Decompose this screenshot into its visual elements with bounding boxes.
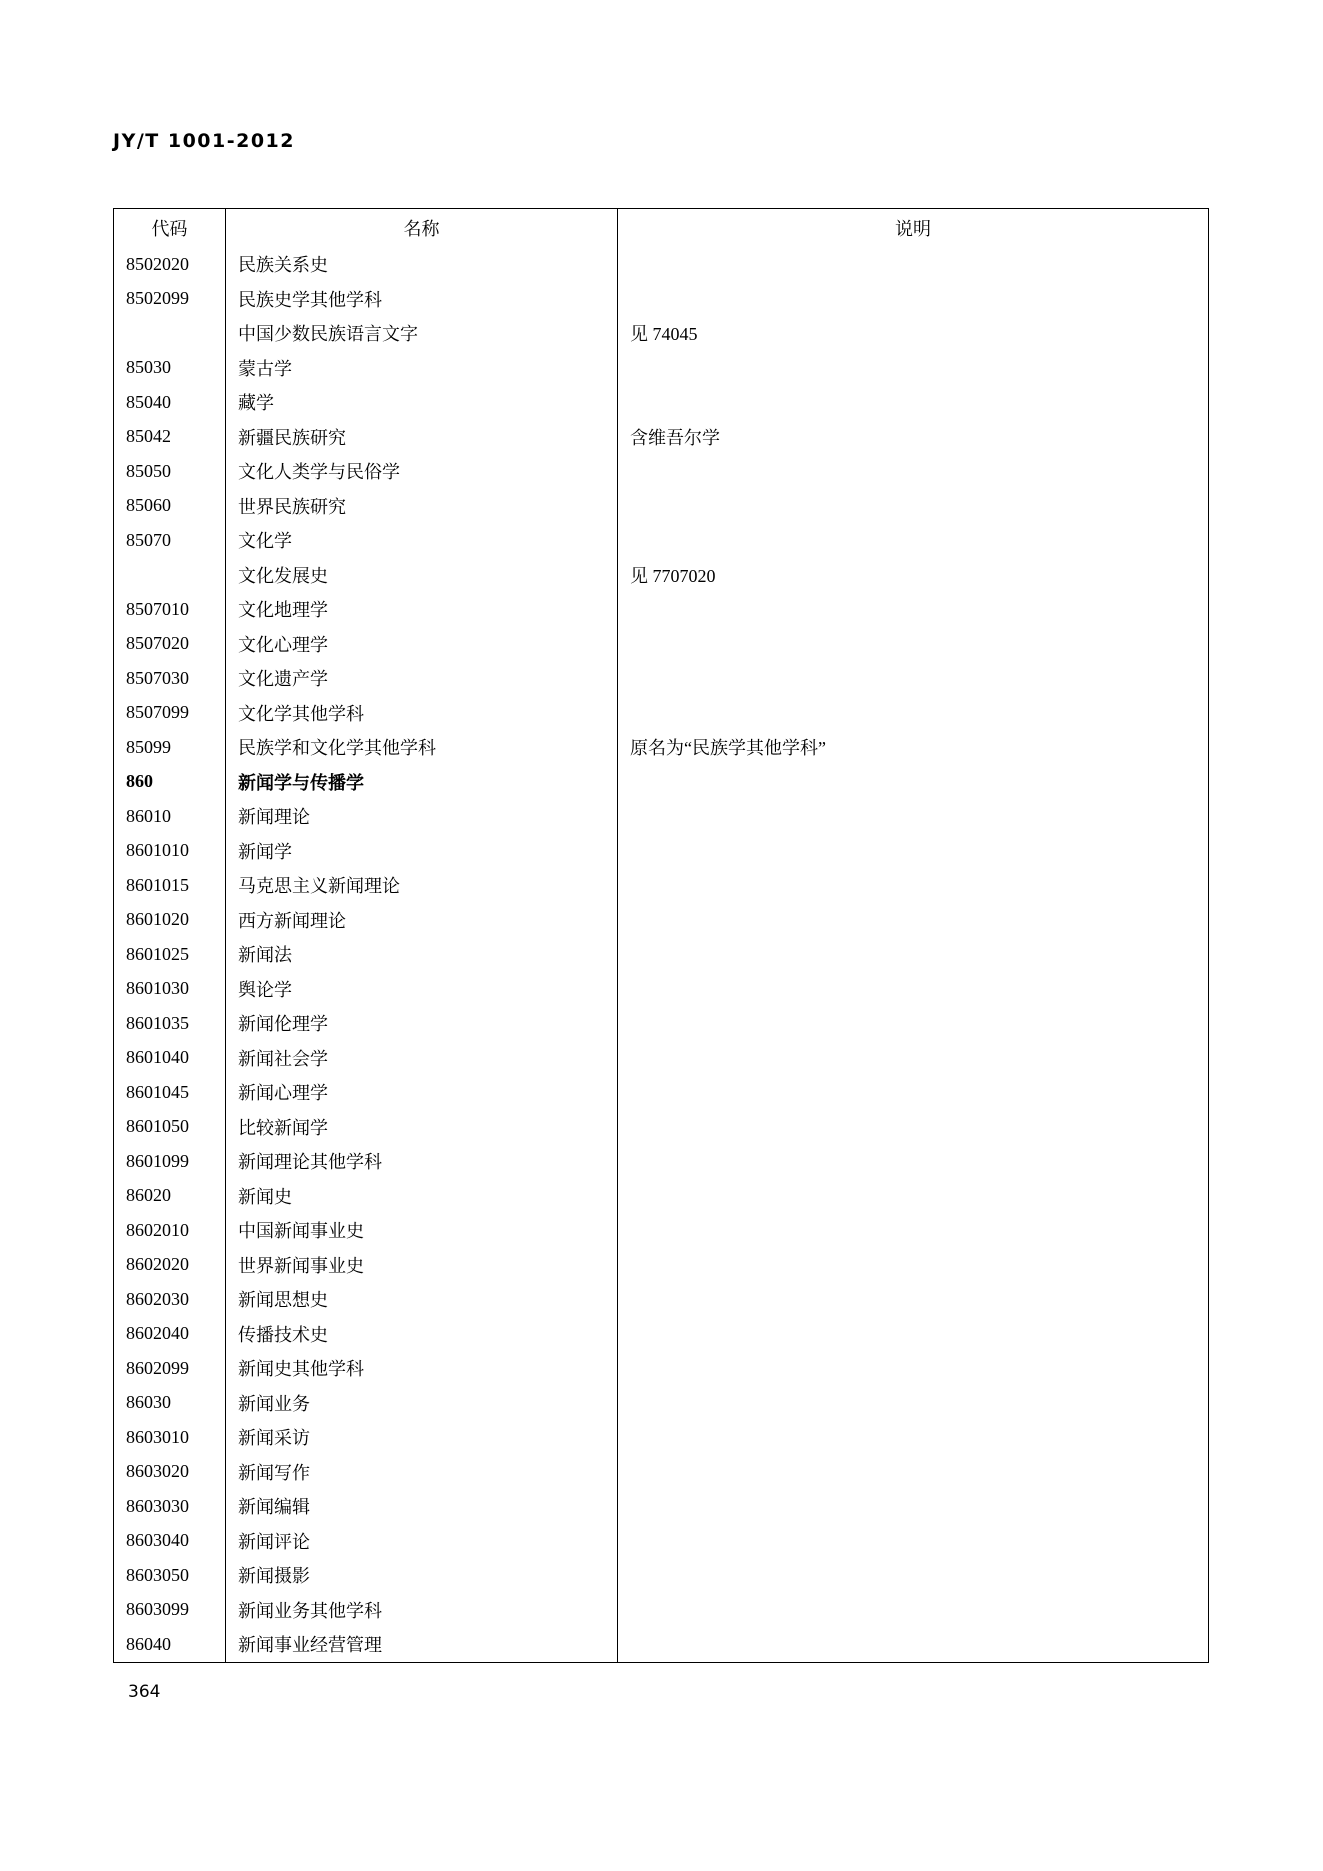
cell-description (618, 1006, 1209, 1041)
table-row (114, 868, 1209, 903)
cell-description (618, 385, 1209, 420)
cell-description (618, 1524, 1209, 1559)
table-row (114, 834, 1209, 869)
cell-name: 文化地理学 (226, 592, 618, 627)
cell-code: 8601015 (114, 868, 226, 903)
table-row (114, 937, 1209, 972)
cell-description (618, 799, 1209, 834)
table-row (114, 351, 1209, 386)
cell-description (618, 1420, 1209, 1455)
cell-name: 新闻采访 (226, 1420, 618, 1455)
cell-name: 新疆民族研究 (226, 420, 618, 455)
cell-name: 新闻业务其他学科 (226, 1593, 618, 1628)
cell-code: 8601035 (114, 1006, 226, 1041)
table-row (114, 385, 1209, 420)
cell-description (618, 661, 1209, 696)
cell-code: 8502099 (114, 282, 226, 317)
cell-code: 8601020 (114, 903, 226, 938)
cell-code: 8601045 (114, 1075, 226, 1110)
cell-description (618, 1317, 1209, 1352)
cell-name: 新闻理论 (226, 799, 618, 834)
cell-description: 原名为“民族学其他学科” (630, 738, 826, 759)
cell-code: 8602040 (114, 1317, 226, 1352)
table-row (114, 489, 1209, 524)
classification-table-container (113, 208, 1208, 1663)
cell-description (618, 1351, 1209, 1386)
table-row (114, 1351, 1209, 1386)
cell-code: 8507099 (114, 696, 226, 731)
cell-code: 8602020 (114, 1248, 226, 1283)
table-row (114, 1179, 1209, 1214)
cell-description (618, 868, 1209, 903)
cell-name: 新闻社会学 (226, 1041, 618, 1076)
table-row (114, 247, 1209, 282)
cell-description (618, 1282, 1209, 1317)
cell-name: 新闻编辑 (226, 1489, 618, 1524)
cell-code: 85030 (114, 351, 226, 386)
cell-name: 西方新闻理论 (226, 903, 618, 938)
cell-description (618, 1386, 1209, 1421)
table-row (114, 558, 1209, 593)
cell-name: 世界民族研究 (226, 489, 618, 524)
cell-name: 新闻摄影 (226, 1558, 618, 1593)
table-row (114, 1386, 1209, 1421)
cell-description (618, 1248, 1209, 1283)
cell-code: 85042 (114, 420, 226, 455)
cell-code: 8502020 (114, 247, 226, 282)
table-row (114, 1213, 1209, 1248)
cell-name: 新闻伦理学 (226, 1006, 618, 1041)
cell-description (618, 834, 1209, 869)
cell-description: 含维吾尔学 (630, 427, 720, 448)
cell-description (618, 1558, 1209, 1593)
cell-name: 文化遗产学 (226, 661, 618, 696)
table-row (114, 799, 1209, 834)
table-row (114, 1041, 1209, 1076)
table-row (114, 1627, 1209, 1662)
table-row (114, 765, 1209, 800)
cell-description (618, 937, 1209, 972)
cell-description (618, 523, 1209, 558)
cell-description (618, 1213, 1209, 1248)
cell-code: 86020 (114, 1179, 226, 1214)
cell-name: 新闻事业经营管理 (226, 1627, 618, 1662)
cell-name: 藏学 (226, 385, 618, 420)
table-row (114, 972, 1209, 1007)
cell-name: 新闻理论其他学科 (226, 1144, 618, 1179)
cell-description (618, 282, 1209, 317)
cell-description (618, 1179, 1209, 1214)
cell-name: 文化学 (226, 523, 618, 558)
table-row (114, 696, 1209, 731)
table-row (114, 627, 1209, 662)
cell-code: 8507010 (114, 592, 226, 627)
cell-description (618, 765, 1209, 800)
cell-name: 新闻法 (226, 937, 618, 972)
cell-code: 8507030 (114, 661, 226, 696)
cell-code: 8601050 (114, 1110, 226, 1145)
cell-description (618, 1489, 1209, 1524)
table-header-row (114, 209, 1209, 248)
cell-name: 文化心理学 (226, 627, 618, 662)
cell-name: 新闻业务 (226, 1386, 618, 1421)
cell-code: 8603030 (114, 1489, 226, 1524)
cell-description (618, 1075, 1209, 1110)
table-row (114, 1282, 1209, 1317)
table-row (114, 1317, 1209, 1352)
cell-description (618, 1455, 1209, 1490)
cell-name: 新闻写作 (226, 1455, 618, 1490)
cell-description (618, 696, 1209, 731)
cell-description (618, 489, 1209, 524)
cell-code: 8603050 (114, 1558, 226, 1593)
cell-description (618, 1627, 1209, 1662)
cell-code (114, 558, 226, 593)
cell-description (618, 903, 1209, 938)
cell-name: 文化学其他学科 (226, 696, 618, 731)
cell-name: 中国新闻事业史 (226, 1213, 618, 1248)
cell-name: 文化发展史 (226, 558, 618, 593)
cell-code: 8601030 (114, 972, 226, 1007)
cell-code: 85060 (114, 489, 226, 524)
cell-description (618, 972, 1209, 1007)
cell-description (618, 1593, 1209, 1628)
table-row (114, 730, 1209, 765)
table-row (114, 1455, 1209, 1490)
cell-name: 传播技术史 (226, 1317, 618, 1352)
cell-description (618, 1110, 1209, 1145)
column-header-description: 说明 (895, 219, 931, 239)
table-row (114, 1558, 1209, 1593)
cell-description (618, 247, 1209, 282)
cell-name: 新闻心理学 (226, 1075, 618, 1110)
table-row (114, 661, 1209, 696)
cell-name: 舆论学 (226, 972, 618, 1007)
table-row (114, 1248, 1209, 1283)
cell-name: 民族学和文化学其他学科 (226, 730, 618, 765)
table-row (114, 523, 1209, 558)
cell-description (618, 351, 1209, 386)
cell-name: 新闻思想史 (226, 1282, 618, 1317)
cell-name: 新闻学与传播学 (226, 765, 618, 800)
table-row (114, 454, 1209, 489)
cell-code: 8603020 (114, 1455, 226, 1490)
cell-description (618, 592, 1209, 627)
cell-code: 8602099 (114, 1351, 226, 1386)
cell-code: 8601040 (114, 1041, 226, 1076)
table-row (114, 1075, 1209, 1110)
cell-code: 8602010 (114, 1213, 226, 1248)
cell-code: 86040 (114, 1627, 226, 1662)
table-row (114, 1489, 1209, 1524)
cell-name: 新闻史其他学科 (226, 1351, 618, 1386)
cell-name: 新闻学 (226, 834, 618, 869)
column-header-code: 代码 (114, 209, 226, 248)
table-row (114, 316, 1209, 351)
cell-name: 蒙古学 (226, 351, 618, 386)
table-row (114, 1524, 1209, 1559)
cell-name: 世界新闻事业史 (226, 1248, 618, 1283)
cell-code: 8601025 (114, 937, 226, 972)
table-row (114, 1006, 1209, 1041)
page-header: JY/T 1001-2012 (113, 130, 295, 152)
table-row (114, 903, 1209, 938)
cell-name: 民族关系史 (226, 247, 618, 282)
cell-name: 民族史学其他学科 (226, 282, 618, 317)
column-header-name: 名称 (226, 209, 618, 248)
cell-code: 860 (114, 765, 226, 800)
table-row (114, 282, 1209, 317)
page-number: 364 (128, 1682, 161, 1702)
cell-description (618, 1144, 1209, 1179)
cell-code: 86030 (114, 1386, 226, 1421)
classification-table (113, 208, 1209, 1663)
table-header (114, 209, 1209, 248)
table-row (114, 1420, 1209, 1455)
table-row (114, 1593, 1209, 1628)
cell-description (618, 627, 1209, 662)
cell-code: 85070 (114, 523, 226, 558)
table-body (114, 247, 1209, 1662)
cell-code: 8602030 (114, 1282, 226, 1317)
cell-description: 见 7707020 (630, 565, 716, 586)
table-row (114, 1110, 1209, 1145)
cell-name: 文化人类学与民俗学 (226, 454, 618, 489)
cell-name: 中国少数民族语言文字 (226, 316, 618, 351)
cell-code: 8603040 (114, 1524, 226, 1559)
cell-name: 新闻史 (226, 1179, 618, 1214)
cell-description (618, 454, 1209, 489)
cell-code: 86010 (114, 799, 226, 834)
cell-code: 8507020 (114, 627, 226, 662)
cell-code: 85040 (114, 385, 226, 420)
cell-code: 8603099 (114, 1593, 226, 1628)
cell-code: 8601010 (114, 834, 226, 869)
cell-description (618, 1041, 1209, 1076)
cell-name: 新闻评论 (226, 1524, 618, 1559)
cell-code: 85050 (114, 454, 226, 489)
cell-name: 比较新闻学 (226, 1110, 618, 1145)
cell-code: 85099 (114, 730, 226, 765)
cell-code: 8601099 (114, 1144, 226, 1179)
cell-code (114, 316, 226, 351)
cell-description: 见 74045 (630, 324, 698, 345)
cell-code: 8603010 (114, 1420, 226, 1455)
table-row (114, 1144, 1209, 1179)
table-row (114, 592, 1209, 627)
table-row (114, 420, 1209, 455)
cell-name: 马克思主义新闻理论 (226, 868, 618, 903)
